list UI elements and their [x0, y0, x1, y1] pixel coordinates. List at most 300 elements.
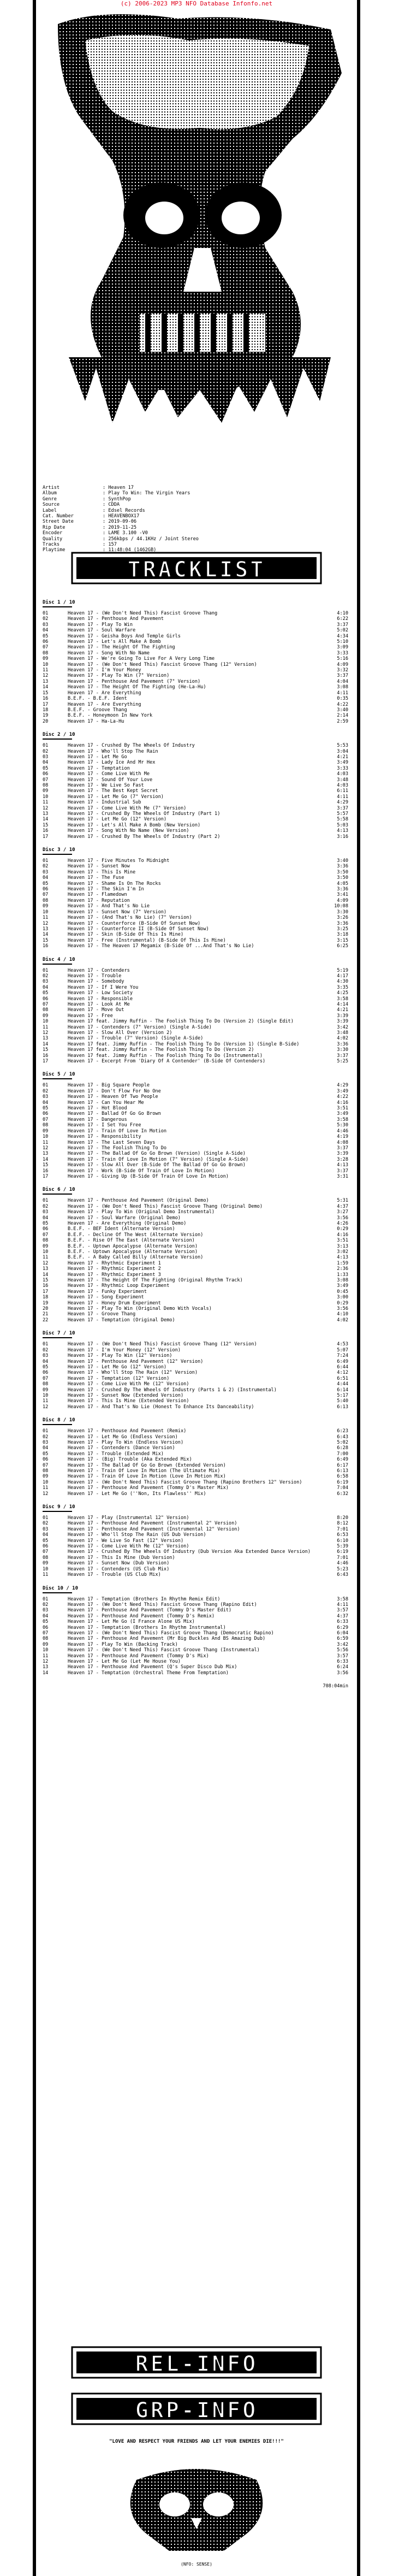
- track-number: 14: [43, 1272, 49, 1278]
- track-number: 06: [43, 887, 49, 893]
- track-number: 02: [43, 1521, 49, 1527]
- track-title: Heaven 17 - Let Me Go (7" Version): [68, 794, 164, 800]
- track-duration: 3:40: [337, 707, 348, 713]
- track-title: Heaven 17 - Trouble (7" Version) (Single A-Side): [68, 1036, 204, 1042]
- track-duration: 3:36: [337, 864, 348, 870]
- release-info-value: 157: [108, 542, 117, 548]
- track-duration: 3:50: [337, 875, 348, 881]
- track-title: Heaven 17 - Trouble (Extended Mix): [68, 1451, 164, 1457]
- track-row: [43, 1089, 348, 1094]
- track-row: [43, 870, 348, 875]
- track-title: Heaven 17 - The Foolish Thing To Do: [68, 1145, 167, 1151]
- release-info-key: Source: [43, 502, 60, 508]
- track-duration: 3:56: [337, 1670, 348, 1676]
- track-duration: 5:03: [337, 822, 348, 828]
- track-title: Heaven 17 - Let Me Go (12" Version): [68, 1364, 167, 1370]
- track-number: 12: [43, 1145, 49, 1151]
- track-title: Heaven 17 - Let Me Go (Let Me House You): [68, 1658, 181, 1664]
- track-number: 05: [43, 1538, 49, 1544]
- track-row: [43, 1122, 348, 1128]
- track-duration: 4:09: [337, 661, 348, 667]
- release-info-value: 2019-09-06: [108, 519, 137, 525]
- track-title: Heaven 17 - Responsible: [68, 996, 133, 1002]
- track-row: [43, 1261, 348, 1266]
- track-row: [43, 713, 348, 718]
- track-row: [43, 1042, 348, 1047]
- track-row: [43, 828, 348, 834]
- track-number: 15: [43, 690, 49, 696]
- track-title: Heaven 17 - Play To Win (7" Version): [68, 673, 170, 679]
- track-duration: 3:48: [337, 1030, 348, 1036]
- track-title: Heaven 17 - Who'll Stop The Rain (US Dub Version): [68, 1532, 206, 1538]
- track-number: 16: [43, 943, 49, 949]
- track-row: [43, 1059, 348, 1064]
- track-duration: 6:49: [337, 1457, 348, 1463]
- track-row: [43, 628, 348, 633]
- total-playtime: 708:04min: [323, 1683, 348, 1689]
- disc-heading-rule: [43, 1078, 72, 1079]
- track-duration: 0:29: [337, 1300, 348, 1306]
- track-row: [43, 1100, 348, 1106]
- track-duration: 3:28: [337, 1156, 348, 1162]
- track-number: 18: [43, 1295, 49, 1301]
- track-row: [43, 875, 348, 881]
- track-duration: 4:08: [337, 1139, 348, 1145]
- track-row: [43, 1289, 348, 1295]
- track-row: [43, 1670, 348, 1676]
- track-duration: 6:19: [337, 1549, 348, 1555]
- track-number: 05: [43, 990, 49, 996]
- track-row: [43, 794, 348, 800]
- track-duration: 3:37: [337, 1145, 348, 1151]
- track-title: B.E.F. - Uptown Apocalypse (Alternate Version): [68, 1249, 198, 1255]
- track-row: [43, 719, 348, 724]
- track-number: 10: [43, 1249, 49, 1255]
- track-number: 02: [43, 616, 49, 622]
- track-title: B.E.F. - Decline Of The West (Alternate Version): [68, 1232, 204, 1238]
- track-title: Heaven 17 - Honey Drum Experiment: [68, 1300, 161, 1306]
- track-row: [43, 1272, 348, 1278]
- track-row: [43, 1653, 348, 1659]
- track-duration: 4:16: [337, 1100, 348, 1106]
- track-duration: 4:10: [337, 611, 348, 616]
- track-duration: 3:51: [337, 1106, 348, 1112]
- release-info-row: Album : Play To Win: The Virgin Years: [43, 491, 190, 497]
- track-number: 01: [43, 1342, 49, 1348]
- track-number: 08: [43, 1636, 49, 1642]
- track-duration: 4:29: [337, 800, 348, 806]
- track-row: [43, 777, 348, 783]
- track-row: [43, 1145, 348, 1151]
- track-row: [43, 921, 348, 926]
- track-title: Heaven 17 - Big Square People: [68, 1083, 150, 1089]
- track-row: [43, 1625, 348, 1630]
- track-number: 13: [43, 926, 49, 932]
- track-title: Heaven 17 - Play To Win (Endless Version): [68, 1439, 184, 1445]
- track-duration: 4:02: [337, 1036, 348, 1042]
- track-duration: 4:05: [337, 881, 348, 887]
- track-row: [43, 1025, 348, 1030]
- track-number: 16: [43, 1168, 49, 1174]
- track-duration: 3:25: [337, 926, 348, 932]
- release-info-value: LAME 3.100 -V0: [108, 530, 148, 536]
- track-row: [43, 817, 348, 822]
- track-row: [43, 1157, 348, 1162]
- track-duration: 4:16: [337, 1232, 348, 1238]
- track-title: Heaven 17 - Excerpt From 'Diary Of A Contender' (B-Side Of Contenders): [68, 1059, 266, 1065]
- track-number: 05: [43, 765, 49, 771]
- track-number: 10: [43, 1134, 49, 1140]
- disc-heading: Disc 9 / 10: [43, 1504, 75, 1510]
- track-title: Heaven 17 - Free (Instrumental) (B-Side Of This Is Mine): [68, 937, 226, 943]
- tracklist-banner-text: TRACKLIST: [127, 557, 266, 582]
- track-duration: 3:57: [337, 1608, 348, 1614]
- track-duration: 6:23: [337, 1428, 348, 1434]
- track-row: [43, 1359, 348, 1364]
- track-title: B.E.F. - BEF Ident (Alternate Version): [68, 1226, 175, 1232]
- track-number: 03: [43, 1094, 49, 1100]
- track-duration: 3:35: [337, 984, 348, 990]
- track-number: 19: [43, 1300, 49, 1306]
- track-row: [43, 690, 348, 696]
- track-row: [43, 823, 348, 828]
- track-duration: 4:37: [337, 1203, 348, 1209]
- track-number: 16: [43, 696, 49, 702]
- skull-ascii-art: [36, 8, 357, 477]
- track-title: Heaven 17 - And That's No Lie: [68, 903, 150, 909]
- track-number: 12: [43, 673, 49, 679]
- track-number: 06: [43, 1226, 49, 1232]
- disc-heading: Disc 5 / 10: [43, 1072, 75, 1078]
- track-duration: 5:25: [337, 1059, 348, 1065]
- release-info-key: Encoder: [43, 530, 63, 536]
- track-title: Heaven 17 - Penthouse And Pavement (Original Demo): [68, 1198, 209, 1204]
- release-info-row: Source : CDDA: [43, 502, 120, 508]
- copyright-line: (c) 2006-2023 MP3 NFO Database Infonfo.net: [120, 0, 273, 7]
- track-title: Heaven 17 - I'm Your Money: [68, 667, 141, 673]
- grp-info-banner: [71, 2392, 322, 2425]
- group-quote: "LOVE AND RESPECT YOUR FRIENDS AND LET YOUR ENEMIES DIE!!!": [109, 2439, 284, 2444]
- track-duration: 5:07: [337, 1347, 348, 1353]
- track-row: [43, 1002, 348, 1007]
- track-title: Heaven 17 - Crushed By The Wheels Of Industry (Part 1): [68, 811, 221, 817]
- track-title: Heaven 17 - This Is Mine: [68, 869, 136, 875]
- track-title: Heaven 17 - Come Live With Me (7" Version): [68, 805, 187, 811]
- track-number: 11: [43, 915, 49, 921]
- track-duration: 4:22: [337, 1094, 348, 1100]
- track-title: B.E.F. - Uptown Apocalypse (Alternate Version): [68, 1243, 198, 1249]
- track-duration: 3:31: [337, 1173, 348, 1179]
- track-number: 15: [43, 937, 49, 943]
- track-duration: 1:59: [337, 1260, 348, 1266]
- track-title: Heaven 17 - Penthouse And Pavement (7" Version): [68, 678, 201, 684]
- track-duration: 6:11: [337, 788, 348, 794]
- tracklist: [43, 600, 348, 1689]
- track-number: 11: [43, 1572, 49, 1578]
- track-title: Heaven 17 - (We Don't Need This) Fascist Groove Thang (Instrumental): [68, 1647, 260, 1653]
- track-row: [43, 834, 348, 840]
- track-duration: 4:13: [337, 1162, 348, 1168]
- track-duration: 2:14: [337, 713, 348, 719]
- track-row: [43, 1244, 348, 1249]
- track-number: 08: [43, 650, 49, 656]
- track-title: Heaven 17 - Song Experiment: [68, 1295, 144, 1301]
- track-duration: 4:19: [337, 1134, 348, 1140]
- track-row: [43, 1134, 348, 1139]
- track-title: Heaven 17 - We're Going To Live For A Very Long Time: [68, 656, 215, 662]
- track-duration: 3:33: [337, 765, 348, 771]
- track-number: 10: [43, 1019, 49, 1025]
- release-info-key: Genre: [43, 496, 57, 502]
- disc-heading-rule: [43, 738, 72, 740]
- track-title: Heaven 17 - The Ballad Of Go Go Brown (Version) (Single A-Side): [68, 1151, 246, 1157]
- track-duration: 6:32: [337, 1491, 348, 1497]
- track-number: 20: [43, 718, 49, 724]
- track-number: 06: [43, 771, 49, 777]
- track-row: [43, 1295, 348, 1300]
- track-duration: 7:04: [337, 1485, 348, 1491]
- rel-info-banner-text: REL-INFO: [135, 2352, 258, 2377]
- track-number: 11: [43, 667, 49, 673]
- track-title: Heaven 17 - Giving Up (B-Side Of Train Of Love In Motion): [68, 1173, 229, 1179]
- track-title: Heaven 17 - The Ballad Of Go Go Brown (Extended Version): [68, 1462, 226, 1468]
- track-number: 04: [43, 1532, 49, 1538]
- track-title: Heaven 17 - Rhythmic Loop Experiment: [68, 1283, 170, 1289]
- release-info-row: Rip Date : 2019-11-25: [43, 524, 137, 530]
- track-duration: 6:53: [337, 1532, 348, 1538]
- track-row: [43, 1215, 348, 1221]
- track-row: [43, 771, 348, 777]
- track-title: Heaven 17 - Let Me Go (''Non, Its Flawless'' Mix): [68, 1491, 206, 1497]
- track-title: Heaven 17 - The Height Of The Fighting (Original Rhythm Track): [68, 1278, 243, 1284]
- track-row: [43, 749, 348, 754]
- track-number: 09: [43, 1243, 49, 1249]
- track-row: [43, 1491, 348, 1497]
- track-number: 01: [43, 611, 49, 616]
- track-title: Heaven 17 - Trouble (US Club Mix): [68, 1572, 161, 1578]
- track-row: [43, 1398, 348, 1404]
- track-row: [43, 667, 348, 673]
- track-number: 01: [43, 1428, 49, 1434]
- track-title: Heaven 17 - Temptation (12" Version): [68, 1375, 170, 1381]
- track-duration: 4:13: [337, 828, 348, 834]
- track-title: Heaven 17 - Penthouse And Pavement (Mr Big Buckles And BS Amazing Dub): [68, 1636, 266, 1642]
- track-duration: 6:19: [337, 1479, 348, 1485]
- release-info-value: Play To Win: The Virgin Years: [108, 491, 190, 497]
- release-info-row: Quality : 256kbps / 44.1KHz / Joint Stereo: [43, 536, 199, 542]
- track-title: Heaven 17 - (And That's No Lie) (7" Version): [68, 915, 192, 921]
- track-duration: 3:42: [337, 1641, 348, 1647]
- track-number: 12: [43, 1491, 49, 1497]
- track-number: 21: [43, 1311, 49, 1317]
- track-duration: 5:02: [337, 628, 348, 634]
- track-duration: 4:11: [337, 1602, 348, 1608]
- track-number: 16: [43, 1283, 49, 1289]
- track-title: Heaven 17 - Work (B-Side Of Train Of Love In Motion): [68, 1168, 215, 1174]
- track-duration: 3:30: [337, 1047, 348, 1053]
- track-title: Heaven 17 - Song With No Name (New Version): [68, 828, 189, 834]
- track-duration: 3:32: [337, 667, 348, 673]
- disc-heading-rule: [43, 964, 72, 965]
- track-number: 13: [43, 1151, 49, 1157]
- release-info-key: Rip Date: [43, 524, 66, 530]
- track-duration: 4:46: [337, 1128, 348, 1134]
- track-title: Heaven 17 - (Big) Trouble (Aka Extended Mix): [68, 1457, 192, 1463]
- track-row: [43, 926, 348, 932]
- track-row: [43, 639, 348, 645]
- track-number: 04: [43, 875, 49, 881]
- track-duration: 0:29: [337, 1226, 348, 1232]
- track-duration: 3:13: [337, 1243, 348, 1249]
- track-duration: 5:17: [337, 1392, 348, 1398]
- track-row: [43, 1232, 348, 1238]
- track-row: [43, 1428, 348, 1434]
- track-title: Heaven 17 - The Last Seven Days: [68, 1139, 156, 1145]
- track-title: Heaven 17 - Dangerous: [68, 1116, 127, 1122]
- track-duration: 5:10: [337, 639, 348, 645]
- track-title: Heaven 17 - Temptation: [68, 765, 130, 771]
- track-duration: 5:19: [337, 967, 348, 973]
- track-duration: 5:53: [337, 743, 348, 749]
- track-title: Heaven 17 - Free: [68, 1013, 113, 1019]
- track-duration: 2:36: [337, 1266, 348, 1272]
- track-row: [43, 1404, 348, 1410]
- track-number: 06: [43, 1624, 49, 1630]
- rel-info-banner: [71, 2346, 322, 2379]
- track-number: 13: [43, 811, 49, 817]
- track-title: Heaven 17 - Penthouse And Pavement: [68, 616, 164, 622]
- track-number: 09: [43, 1387, 49, 1393]
- track-number: 01: [43, 858, 49, 864]
- track-duration: 5:02: [337, 1439, 348, 1445]
- track-title: Heaven 17 - (We Don't Need This) Fascist Groove Thang (12" Version): [68, 1342, 257, 1348]
- track-duration: 6:59: [337, 1636, 348, 1642]
- track-row: [43, 1440, 348, 1445]
- track-row: [43, 788, 348, 794]
- track-title: Heaven 17 - Move Out: [68, 1007, 124, 1013]
- track-row: [43, 1238, 348, 1243]
- track-number: 10: [43, 1566, 49, 1572]
- track-duration: 4:12: [337, 1370, 348, 1376]
- track-row: [43, 881, 348, 887]
- track-number: 04: [43, 984, 49, 990]
- track-row: [43, 1393, 348, 1398]
- track-number: 12: [43, 1030, 49, 1036]
- release-info-key: Label: [43, 507, 57, 513]
- track-row: [43, 1527, 348, 1532]
- disc-heading-rule: [43, 1424, 72, 1425]
- track-title: Heaven 17 - Look At Me: [68, 1001, 130, 1007]
- track-number: 06: [43, 1111, 49, 1117]
- track-row: [43, 1445, 348, 1451]
- track-row: [43, 1538, 348, 1544]
- track-number: 07: [43, 892, 49, 898]
- track-row: [43, 1370, 348, 1375]
- track-row: [43, 1342, 348, 1347]
- track-title: Heaven 17 - Play To Win (12" Version): [68, 1353, 172, 1359]
- track-row: [43, 1659, 348, 1664]
- track-row: [43, 1036, 348, 1041]
- track-number: 17: [43, 834, 49, 840]
- track-title: Heaven 17 - Heaven Of Two People: [68, 1094, 158, 1100]
- track-row: [43, 1013, 348, 1019]
- track-number: 02: [43, 1602, 49, 1608]
- track-number: 07: [43, 1549, 49, 1555]
- disc-heading-rule: [43, 606, 72, 607]
- track-number: 04: [43, 1445, 49, 1451]
- track-title: Heaven 17 - Temptation (Brothers In Rhythm Instrumental): [68, 1624, 226, 1630]
- track-duration: 7:01: [337, 1526, 348, 1532]
- track-row: [43, 892, 348, 897]
- track-number: 07: [43, 777, 49, 783]
- track-number: 11: [43, 800, 49, 806]
- track-title: Heaven 17 - Penthouse And Pavement (Tommy D's Master Edit): [68, 1608, 232, 1614]
- disc-spacer: [43, 724, 348, 732]
- track-title: Heaven 17 - Rhythmic Experiment 2: [68, 1266, 161, 1272]
- track-title: Heaven 17 - Funky Experiment: [68, 1289, 147, 1295]
- track-row: [43, 1083, 348, 1088]
- track-row: [43, 932, 348, 937]
- track-title: B.E.F. - Groove Thang: [68, 707, 127, 713]
- track-number: 11: [43, 1139, 49, 1145]
- track-row: [43, 1647, 348, 1653]
- track-title: Heaven 17 - The Fuse: [68, 875, 124, 881]
- track-row: [43, 1317, 348, 1323]
- track-title: Heaven 17 - If I Were You: [68, 984, 139, 990]
- track-number: 12: [43, 1404, 49, 1410]
- track-row: [43, 1468, 348, 1474]
- track-row: [43, 1047, 348, 1053]
- track-number: 12: [43, 1260, 49, 1266]
- track-row: [43, 1485, 348, 1491]
- track-row: [43, 1221, 348, 1226]
- track-number: 17: [43, 1173, 49, 1179]
- track-row: [43, 938, 348, 943]
- track-number: 01: [43, 1515, 49, 1521]
- track-number: 17: [43, 701, 49, 707]
- track-title: Heaven 17 - Low Society: [68, 990, 133, 996]
- track-number: 05: [43, 633, 49, 639]
- track-duration: 6:49: [337, 1358, 348, 1364]
- track-number: 07: [43, 1462, 49, 1468]
- track-row: [43, 1353, 348, 1358]
- track-number: 04: [43, 760, 49, 766]
- track-number: 12: [43, 920, 49, 926]
- track-row: [43, 1249, 348, 1255]
- track-row: [43, 651, 348, 656]
- track-title: Heaven 17 - Crushed By The Wheels Of Industry (Parts 1 & 2) (Instrumental): [68, 1387, 277, 1393]
- track-number: 06: [43, 639, 49, 645]
- track-title: Heaven 17 feat. Jimmy Ruffin - The Foolish Thing To Do (Version 2) (Single Edit): [68, 1019, 294, 1025]
- track-row: [43, 996, 348, 1002]
- track-duration: 3:49: [337, 1283, 348, 1289]
- track-number: 08: [43, 1007, 49, 1013]
- release-info-block: [43, 485, 348, 553]
- track-duration: 3:51: [337, 1238, 348, 1244]
- track-title: Heaven 17 - Soul Warfare: [68, 628, 136, 634]
- track-duration: 1:33: [337, 1272, 348, 1278]
- bottom-skull-art: [115, 2458, 278, 2556]
- track-title: Heaven 17 - We Live So Fast (12" Version): [68, 1538, 184, 1544]
- track-row: [43, 1209, 348, 1215]
- track-duration: 3:36: [337, 887, 348, 893]
- track-title: Heaven 17 - Come Live With Me (12" Version): [68, 1544, 189, 1550]
- track-title: Heaven 17 - Play To Win (Backing Track): [68, 1641, 178, 1647]
- track-row: [43, 634, 348, 639]
- track-title: Heaven 17 - Sunset Now (Extended Version): [68, 1392, 184, 1398]
- track-row: [43, 1030, 348, 1036]
- track-duration: 5:58: [337, 817, 348, 823]
